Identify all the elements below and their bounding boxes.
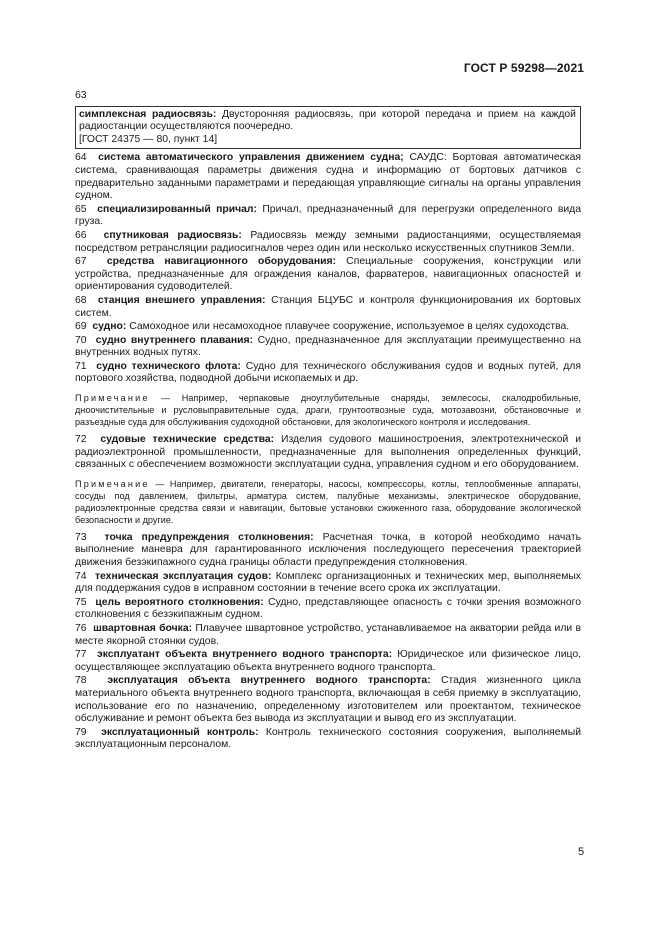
term-entry-78	[75, 675, 581, 725]
term-title: эксплуатация объекта внутреннего водного транспорта:	[107, 675, 431, 687]
term-title: судно:	[92, 321, 127, 333]
term-number: 75	[75, 596, 87, 608]
term-entry-76	[75, 623, 581, 648]
term-number: 72	[75, 434, 87, 446]
term-definition: Судно, представляющее опасность с точки зрения возможного столкновения с безэкипажным судном.	[75, 596, 581, 621]
term-number: 66	[75, 229, 87, 241]
term-number: 65	[75, 203, 87, 215]
term-entry-69	[75, 321, 581, 334]
term-entry-64	[75, 152, 581, 202]
term-title: система автоматического управления движением судна;	[98, 152, 404, 164]
document-body	[75, 90, 581, 753]
note-text: — Например, двигатели, генераторы, насосы, компрессоры, котлы, теплообменные аппараты, сосуды под давлением, фильтры, арматура систем, палубные механизмы, электрическое оборудование, радиоэлектронные средства связи и навигации, бытовые установки сжиженного газа, оборудование экологической безопасности и другие.	[75, 478, 581, 525]
term-entry-72	[75, 434, 581, 472]
term-entry-73	[75, 532, 581, 570]
term-definition: Причал, предназначенный для перегрузки определенного вида груза.	[75, 203, 581, 228]
note-label: Примечание	[75, 478, 150, 489]
term-definition: Комплекс организационных и технических мер, выполняемых для поддержания судов в исправном состоянии в течение всего срока их эксплуатации.	[75, 570, 582, 595]
term-number: 69	[75, 321, 87, 333]
term-number: 71	[75, 360, 87, 372]
term-title: цель вероятного столкновения:	[95, 596, 264, 608]
term-number: 73	[75, 531, 87, 543]
page-number: 5	[578, 846, 585, 858]
term-title: эксплуатант объекта внутреннего водного транспорта:	[96, 649, 393, 661]
term-title: точка предупреждения столкновения:	[104, 531, 314, 543]
note-1	[75, 392, 581, 428]
term-number: 64	[75, 152, 87, 164]
term-definition: Плавучее швартовное устройство, устанавливаемое на акватории рейда или в месте якорной стоянки судов.	[75, 623, 581, 647]
quoted-definition-box	[75, 106, 581, 150]
term-definition: Изделия судового машиностроения, электротехнической и радиоэлектронной промышленности, предназначенные для выполнения определенных функций, связанных с обеспечением возможности эксплуатации судна, управления судном и его оборудованием.	[75, 434, 581, 471]
note-text: — Например, черпаковые дноуглубительные снаряды, землесосы, скалодробильные, дноочистительные и русловыправительные суда, драги, грунтоотвозные суда, мотозавозни, обстановочные и разъездные суда для обслуживания судоходной обстановки, для экологического контроля и исследования.	[75, 393, 581, 428]
term-title: эксплуатационный контроль:	[101, 726, 259, 738]
term-number: 76	[75, 623, 87, 634]
term-63: симплексная радиосвязь:	[79, 108, 217, 120]
term-definition: САУДС: Бортовая автоматическая система, сравнивающая параметры движения судна и информацию от бортовых датчиков с предварительно заданными параметрами и передающая управляющие сигналы на органы управления судном.	[75, 152, 581, 202]
term-title: спутниковая радиосвязь:	[103, 229, 242, 241]
term-title: судно внутреннего плавания:	[95, 334, 254, 346]
term-entry-77	[75, 649, 581, 674]
term-definition: Радиосвязь между земными радиостанциями, осуществляемая посредством ретрансляции радиосигналов через один или несколько искусственных спутников Земли.	[75, 229, 581, 254]
term-entry-67	[75, 256, 581, 294]
term-entry-66	[75, 230, 581, 255]
term-title: швартовная бочка:	[93, 623, 193, 634]
term-entry-74	[75, 571, 581, 596]
term-number: 68	[75, 294, 87, 306]
note-2	[75, 478, 581, 526]
term-entry-71	[75, 361, 581, 386]
term-entry-65	[75, 204, 581, 229]
document-header: ГОСТ Р 59298—2021	[463, 61, 584, 75]
term-number: 79	[75, 726, 87, 738]
term-number: 74	[75, 570, 87, 582]
term-entry-68	[75, 295, 581, 320]
term-definition: Специальные сооружения, конструкции или устройства, предназначенные для ограждения каналов, фарватеров, навигационных опасностей и ориентирования судоводителей.	[75, 256, 581, 293]
term-number: 78	[75, 675, 87, 687]
term-title: техническая эксплуатация судов:	[94, 570, 272, 582]
definition-63	[79, 109, 576, 134]
term-definition: Судно, предназначенное для эксплуатации преимущественно на внутренних водных путях.	[75, 334, 581, 359]
term-entry-70	[75, 335, 581, 360]
term-number: 70	[75, 334, 87, 346]
term-entry-75	[75, 597, 581, 622]
note-label: Примечание	[75, 393, 150, 404]
term-definition: Станция БЦУБС и контроля функционирования их бортовых систем.	[75, 294, 582, 319]
term-number: 67	[75, 256, 87, 268]
term-list-2	[75, 532, 581, 752]
term-entry-79	[75, 727, 581, 752]
term-definition: Стадия жизненного цикла материального объекта внутреннего водного транспорта, включающая в себя приемку в эксплуатацию, использование его по назначению, определенному изготовителем или проектантом, техническое обслуживание и ремонт объекта без вывода из эксплуатации и вывод его из эксплуатации.	[75, 675, 581, 725]
term-definition: Юридическое или физическое лицо, осуществляющее эксплуатацию объекта внутреннего водного транспорта.	[75, 649, 582, 673]
term-definition: Судно для технического обслуживания судов и водных путей, для портового хозяйства, подводной добычи ископаемых и др.	[75, 360, 581, 385]
term-title: специализированный причал:	[97, 203, 257, 215]
term-title: средства навигационного оборудования:	[106, 256, 337, 268]
term-title: судовые технические средства:	[100, 434, 275, 446]
term-definition: Расчетная точка, в которой необходимо начать выполнение маневра для гарантированного исключения последующего пересечения траекторией движения безэкипажного судна границы области предупреждения столкновения.	[75, 531, 582, 569]
term-number-63: 63	[75, 90, 87, 101]
definition-text-63: Двусторонняя радиосвязь, при которой передача и прием на каждой радиостанции осуществляются поочередно.	[79, 108, 576, 133]
term-title: судно технического флота:	[96, 360, 241, 372]
term-list-1	[75, 152, 581, 386]
term-number: 77	[75, 649, 87, 661]
term-title: станция внешнего управления:	[97, 294, 266, 306]
term-definition: Контроль технического состояния сооружения, выполняемый эксплуатационным персоналом.	[75, 726, 582, 751]
term-definition: Самоходное или несамоходное плавучее сооружение, используемое в целях судоходства.	[126, 321, 570, 333]
definition-source: [ГОСТ 24375 — 80, пункт 14]	[79, 133, 218, 145]
